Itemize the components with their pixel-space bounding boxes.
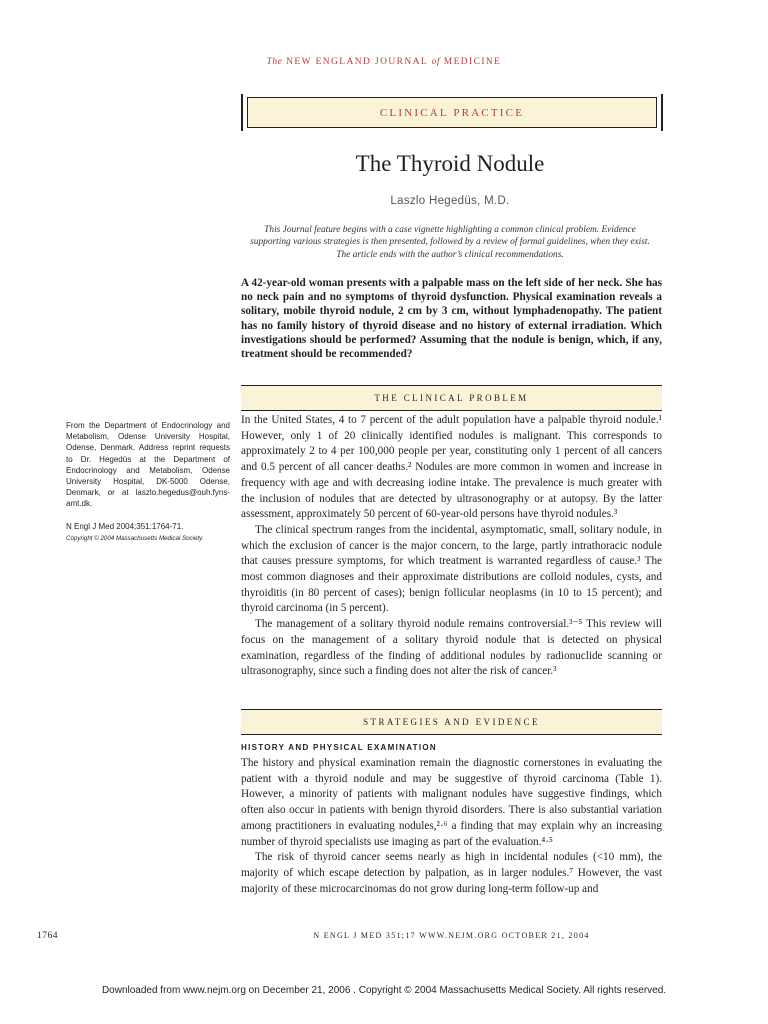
case-vignette: A 42-year-old woman presents with a palpable mass on the left side of her neck. She has no neck pain and no symptoms of thyroid dysfunction. Physical examination reveals a solitary, mobile thyroid nodule, 2 cm by 3 cm, without lymphadenopathy. The patient has no family history of thyroid disease and no history of external irradiation. Which investigations should be performed? Assuming that the nodule is benign, which, if any, treatment should be recommended? — [241, 277, 662, 361]
article-title: The Thyroid Nodule — [355, 151, 545, 176]
journal-header — [0, 57, 768, 67]
sidebar-copyright: Copyright © 2004 Massachusetts Medical Society. — [66, 535, 204, 542]
section-label-box — [241, 94, 663, 131]
paragraph: The history and physical examination remain the diagnostic cornerstones in evaluating the patient with a thyroid nodule and may be suggestive of thyroid carcinoma (Table 1). However, a minority of patients with malignant nodules have suggestive findings, which often also occur in patients with benign thyroid disorders. There is also substantial variation among practitioners in evaluating nodules,²·⁶ a finding that may explain why an increasing number of thyroid specialists use imaging as part of the evaluation.⁴·⁵ — [241, 757, 662, 848]
section-label: CLINICAL PRACTICE — [247, 97, 657, 128]
page-number: 1764 — [37, 931, 58, 941]
history-text — [241, 756, 662, 897]
journal-header-name: NEW ENGLAND JOURNAL — [286, 57, 428, 67]
paragraph: The clinical spectrum ranges from the incidental, asymptomatic, small, solitary nodule, in which the exclusion of cancer is the major concern, to the large, partly intrathoracic nodule that causes pressure symptoms, for which treatment is warranted regardless of cause.³ The most common diagnoses and their approximate distributions are colloid nodules, cysts, and thyroiditis (in 80 percent of cases); benign follicular neoplasms (in 10 to 15 percent); and thyroid carcinoma (in 5 percent). — [241, 523, 662, 615]
sidebar-affiliation: From the Department of Endocrinology and Metabolism, Odense University Hospital, Odense, Denmark. Address reprint requests to Dr. Hegedüs at the Department of Endocrinology and Metabolism, Odense University Hospital, DK-5000 Odense, Denmark, or at laszlo.hegedus@ouh.fyns-amt.dk. — [66, 421, 230, 509]
journal-header-of: of — [431, 57, 440, 67]
journal-header-medicine: MEDICINE — [443, 57, 502, 67]
paragraph: The management of a solitary thyroid nodule remains controversial.³⁻⁵ This review will focus on the management of a solitary thyroid nodule that is detected on physical examination, regardless of the finding of additional nodules by radionuclide scanning or ultrasonography, since such a finding does not alter the risk of cancer.³ — [241, 618, 662, 678]
sidebar-citation: N Engl J Med 2004;351:1764-71. — [66, 522, 184, 531]
author-name: Laszlo Hegedüs, M.D. — [390, 195, 510, 207]
section-heading-clinical-problem: THE CLINICAL PROBLEM — [241, 385, 662, 411]
clinical-problem-text — [241, 413, 662, 680]
paragraph: In the United States, 4 to 7 percent of the adult population have a palpable thyroid nodule.¹ However, only 1 of 20 clinically identified nodules is malignant. This corresponds to approximately 2 to 4 per 100,000 people per year, constituting only 1 percent of all cancers and 0.5 percent of all cancer deaths.² Nodules are more common in women and increase in frequency with age and with decreasing iodine intake. The prevalence is much greater with the inclusion of nodules that are detected by ultrasonography or at autopsy. By the latter assessment, approximately 50 percent of 60-year-old persons have thyroid nodules.³ — [241, 414, 662, 521]
footer-citation: N ENGL J MED 351;17 WWW.NEJM.ORG OCTOBER 21, 2004 — [313, 931, 590, 940]
section-heading-strategies: STRATEGIES AND EVIDENCE — [241, 709, 662, 735]
journal-header-the: The — [266, 57, 283, 67]
paragraph: The risk of thyroid cancer seems nearly as high in incidental nodules (<10 mm), the majority of which escape detection by palpation, as in larger nodules.⁷ However, the vast majority of these microcarcinomas do not grow during long-term follow-up and — [241, 851, 662, 895]
download-note: Downloaded from www.nejm.org on December 21, 2006 . Copyright © 2004 Massachusetts Medical Society. All rights reserved. — [101, 985, 667, 996]
subsection-heading: HISTORY AND PHYSICAL EXAMINATION — [241, 743, 437, 752]
intro-note: This Journal feature begins with a case vignette highlighting a common clinical problem. Evidence supporting various strategies is then presented, followed by a review of formal guidelines, when they exist. The article ends with the author’s clinical recommendations. — [250, 225, 650, 260]
